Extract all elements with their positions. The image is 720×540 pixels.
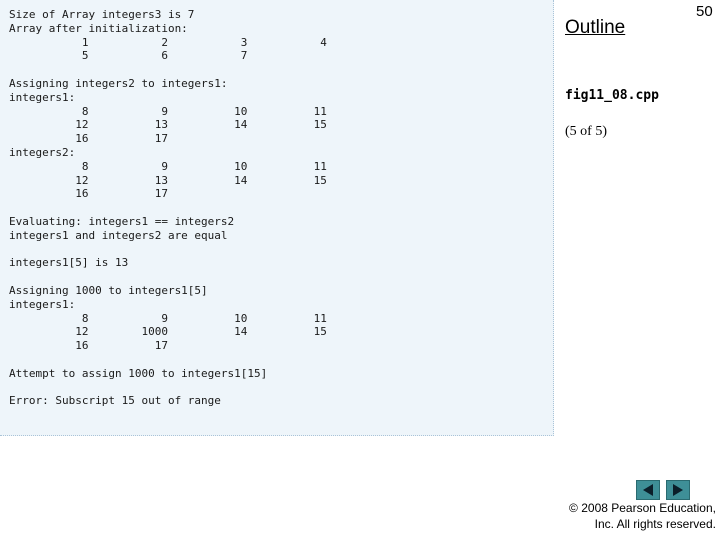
triangle-left-icon	[641, 483, 655, 497]
part-indicator: (5 of 5)	[565, 124, 607, 139]
figure-title: fig11_08.cpp	[565, 88, 659, 103]
slide-number: 50	[696, 3, 713, 20]
copyright-line-1: © 2008 Pearson Education,	[569, 501, 716, 515]
outline-link[interactable]: Outline	[565, 17, 626, 38]
copyright-line-2: Inc. All rights reserved.	[594, 516, 716, 531]
triangle-right-icon	[671, 483, 685, 497]
previous-slide-button[interactable]	[636, 480, 660, 500]
copyright-notice	[569, 501, 716, 532]
next-slide-button[interactable]	[666, 480, 690, 500]
program-output-text: Size of Array integers3 is 7 Array after initialization: 1 2 3 4 5 6 7 Assigning integers2 to integers1: integers1: 8 9 10 11 12 13 14 15 16 17 integers2: 8 9 10 11 12 13 14 15 16 17 Evaluating: integers1 == integers2 integers1 and integers2 are equal integers1[5] is 13 Assigning 1000 to integers1[5] integers1: 8 9 10 11 12 1000 14 15 16 17 Attempt to assign 1000 to integers1[15] Error: Subscript 15 out of range	[9, 8, 327, 408]
